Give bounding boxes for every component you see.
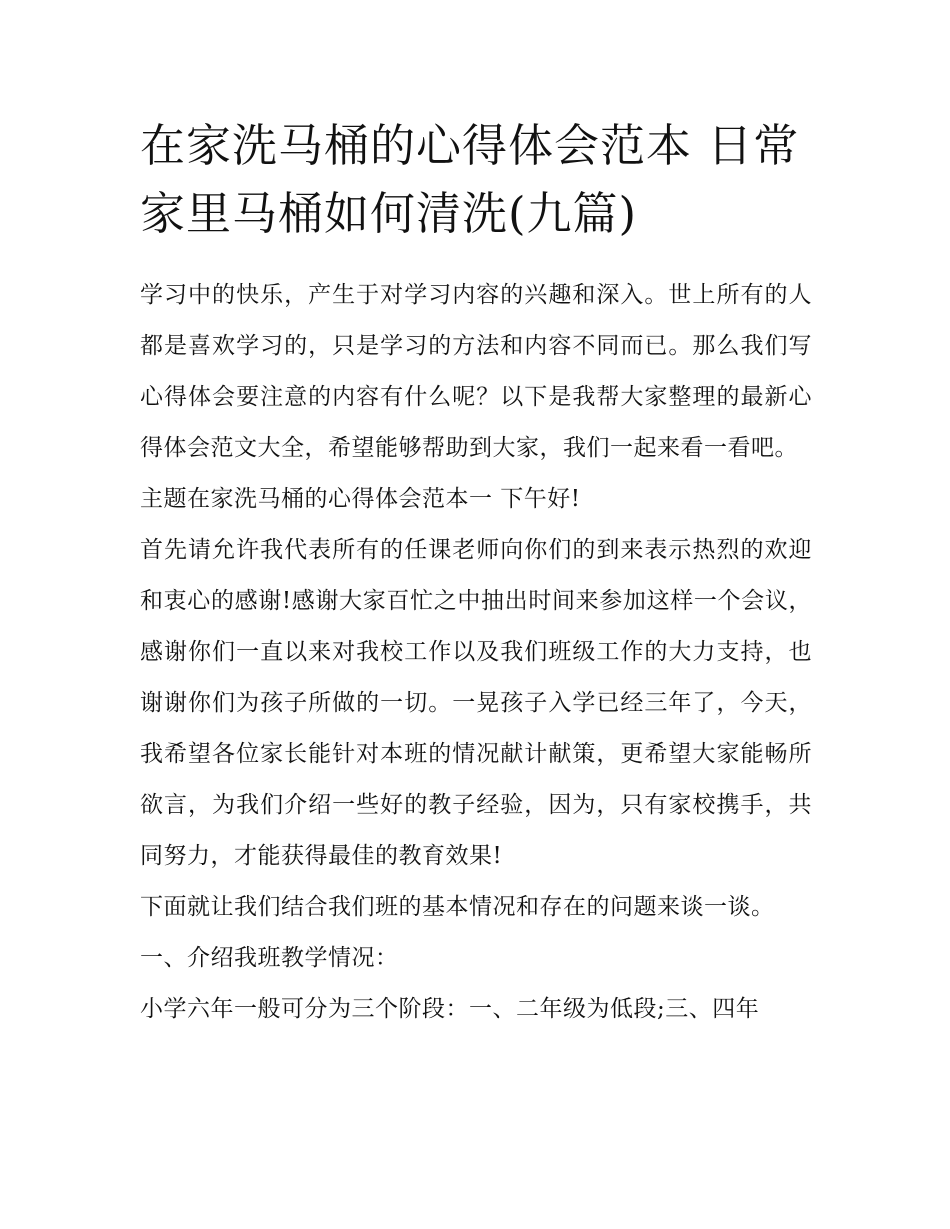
section-heading: 一、介绍我班教学情况： — [140, 945, 399, 971]
document-title: 在家洗马桶的心得体会范本 日常家里马桶如何清洗(九篇) — [140, 119, 800, 240]
document-body — [140, 270, 812, 1035]
topic-heading: 主题在家洗马桶的心得体会范本一 下午好! — [140, 486, 581, 512]
intro-paragraph: 学习中的快乐，产生于对学习内容的兴趣和深入。世上所有的人都是喜欢学习的，只是学习的方法和内容不同而已。那么我们写心得体会要注意的内容有什么呢？以下是我帮大家整理的最新心得体会范文大全，希望能够帮助到大家，我们一起来看一看吧。 — [140, 282, 812, 461]
transition-paragraph: 下面就让我们结合我们班的基本情况和存在的问题来谈一谈。 — [140, 894, 775, 920]
speech-paragraph: 首先请允许我代表所有的任课老师向你们的到来表示热烈的欢迎和衷心的感谢!感谢大家百忙之中抽出时间来参加这样一个会议，感谢你们一直以来对我校工作以及我们班级工作的大力支持，也谢谢你们为孩子所做的一切。一晃孩子入学已经三年了，今天，我希望各位家长能针对本班的情况献计献策，更希望大家能畅所欲言，为我们介绍一些好的教子经验，因为，只有家校携手，共同努力，才能获得最佳的教育效果! — [140, 537, 812, 869]
document-page — [140, 112, 812, 1035]
section-paragraph: 小学六年一般可分为三个阶段：一、二年级为低段;三、四年 — [140, 996, 760, 1022]
